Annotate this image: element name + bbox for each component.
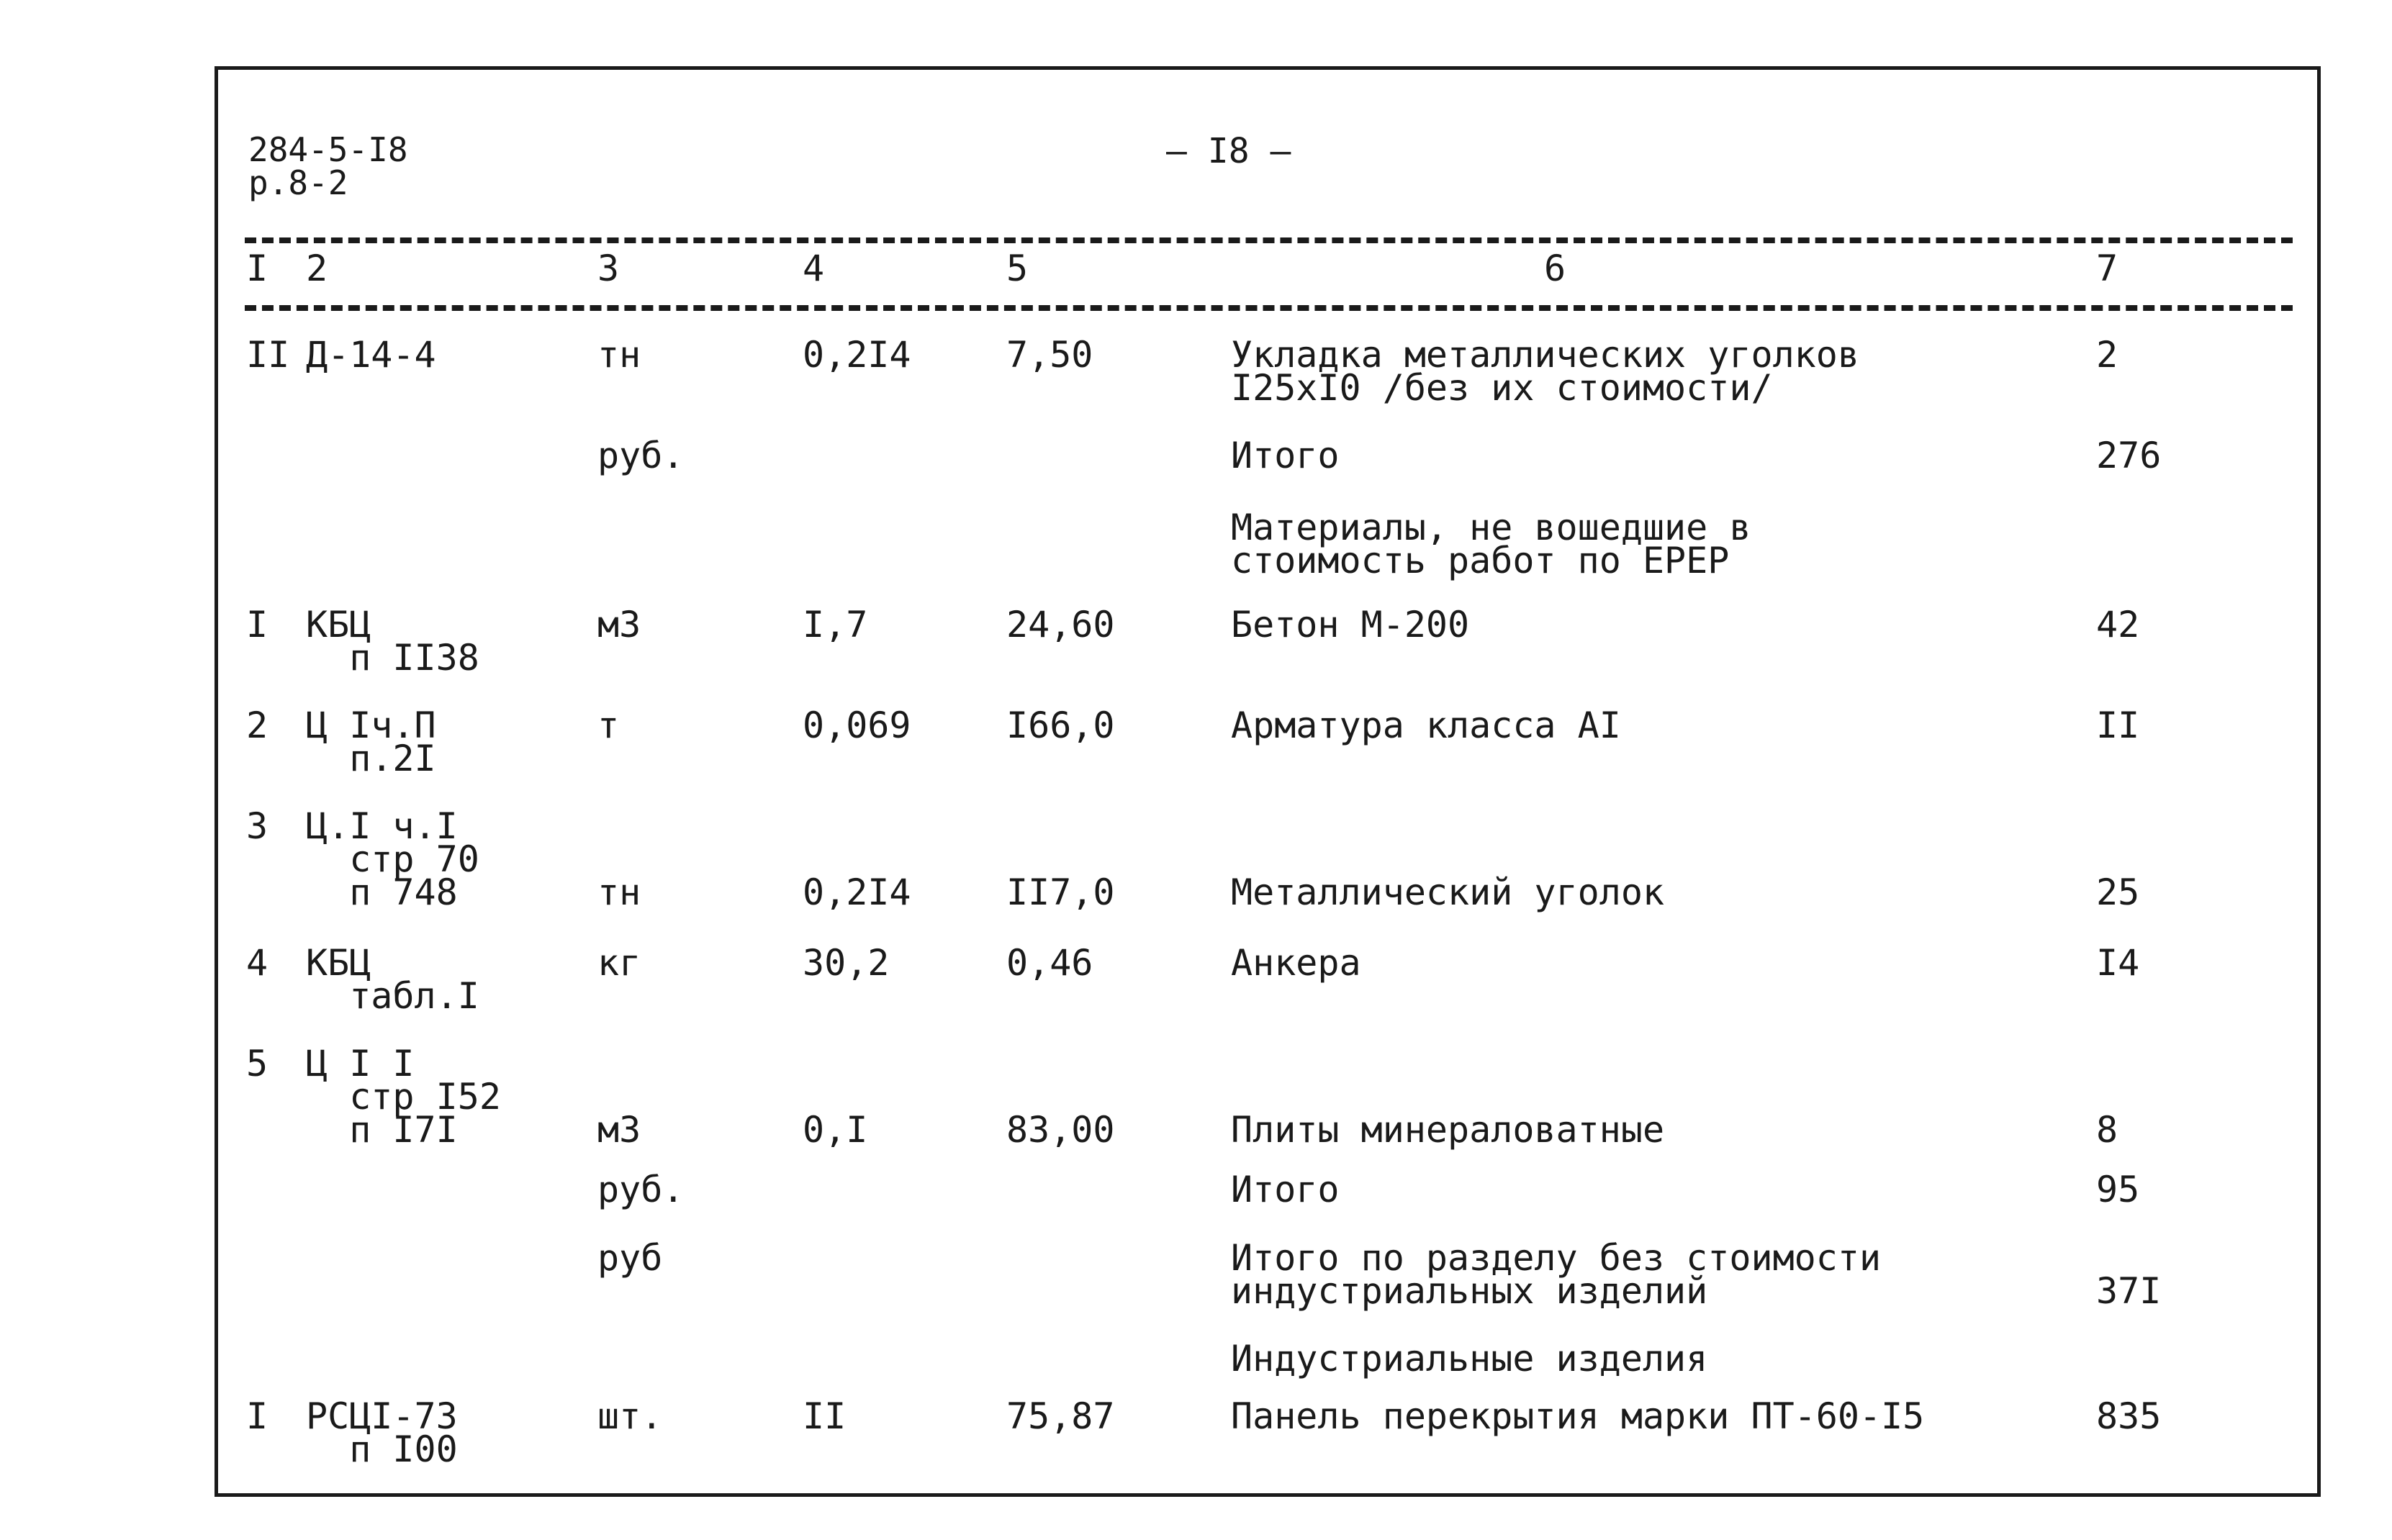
work-description [1231,334,1859,409]
unit-of-measure: кг [597,942,641,984]
reference-code-line: п II38 [306,637,479,679]
document-code-line2: p.8-2 [248,163,348,202]
work-description [1231,604,1470,646]
work-description-line: Арматура класса AI [1231,705,1621,746]
work-description-line: Итого [1231,1169,1340,1210]
unit-of-measure: шт. [597,1395,663,1437]
work-description-line: Плиты минераловатные [1231,1109,1665,1151]
row-number: 2 [246,705,268,746]
unit-price: 83,00 [1006,1109,1115,1151]
work-description [1231,435,1340,476]
reference-code [306,604,479,679]
quantity: II [803,1395,847,1437]
work-description-line: Укладка металлических уголков [1231,334,1859,376]
quantity: 0,2I4 [803,871,911,913]
column-header-7: 7 [2096,248,2118,289]
reference-code-line: п 748 [306,871,458,913]
row-number: 4 [246,942,268,984]
reference-code-line: РСЦI-73 [306,1395,458,1437]
header-top-rule [245,237,2293,243]
column-header-5: 5 [1006,248,1029,289]
work-description-line: Металлический уголок [1231,871,1665,913]
amount: 25 [2096,871,2140,913]
reference-code-line: КБЦ [306,604,371,646]
unit-of-measure: м3 [597,1109,641,1151]
reference-code [306,805,479,913]
reference-code [306,705,436,779]
work-description [1231,871,1665,913]
work-description-line: Итого [1231,435,1340,476]
reference-code-line: КБЦ [306,942,371,984]
work-description [1231,507,1751,581]
row-number: I [246,1395,268,1437]
work-description-line: Итого по разделу без стоимости [1231,1237,1882,1279]
work-description-line: Анкера [1231,942,1361,984]
reference-code-line: Д-14-4 [306,334,436,376]
quantity: 30,2 [803,942,890,984]
reference-code-line: Ц.I ч.I [306,805,458,847]
reference-code [306,942,479,1017]
reference-code-line: п I00 [306,1428,458,1470]
work-description [1231,942,1361,984]
unit-of-measure: м3 [597,604,641,646]
reference-code-line: стр 70 [306,838,479,880]
unit-price: 24,60 [1006,604,1115,646]
row-number: I [246,604,268,646]
row-number: 5 [246,1043,268,1084]
column-header-4: 4 [803,248,825,289]
amount: 2 [2096,334,2118,376]
column-header-3: 3 [597,248,620,289]
work-description [1231,1237,1882,1312]
column-header-2: 2 [306,248,328,289]
unit-price: 7,50 [1006,334,1093,376]
row-number: II [246,334,290,376]
unit-of-measure: руб. [597,1169,685,1210]
unit-of-measure: тн [597,334,641,376]
unit-of-measure: руб. [597,435,685,476]
unit-price: 0,46 [1006,942,1093,984]
reference-code-line: Ц Iч.П [306,705,436,746]
unit-of-measure: руб [597,1237,663,1279]
reference-code [306,334,436,376]
reference-code-line: табл.I [306,975,479,1017]
amount: I4 [2096,942,2140,984]
reference-code-line: п.2I [306,738,436,779]
column-header-1: I [246,248,268,289]
amount: 8 [2096,1109,2118,1151]
amount: 37I [2096,1270,2162,1312]
work-description-line: Панель перекрытия марки ПТ-60-I5 [1231,1395,1925,1437]
reference-code [306,1395,458,1470]
unit-of-measure: т [597,705,620,746]
amount: 95 [2096,1169,2140,1210]
column-header-6: 6 [1544,248,1566,289]
unit-price: II7,0 [1006,871,1115,913]
work-description [1231,705,1621,746]
amount: 835 [2096,1395,2162,1437]
reference-code-line: п I7I [306,1109,458,1151]
row-number: 3 [246,805,268,847]
work-description-line: индустриальных изделий [1231,1270,1708,1312]
amount: 42 [2096,604,2140,646]
unit-price: I66,0 [1006,705,1115,746]
document-code [248,130,408,202]
work-description-line: Бетон М-200 [1231,604,1470,646]
work-description-line: стоимость работ по ЕРЕР [1231,540,1730,581]
quantity: 0,069 [803,705,911,746]
reference-code-line: стр I52 [306,1076,501,1118]
work-description-line: Материалы, не вошедшие в [1231,507,1751,548]
work-description-line: I25xI0 /без их стоимости/ [1231,367,1773,409]
reference-code-line: Ц I I [306,1043,415,1084]
work-description [1231,1395,1925,1437]
reference-code [306,1043,501,1151]
unit-of-measure: тн [597,871,641,913]
amount: 276 [2096,435,2162,476]
work-description [1231,1338,1708,1380]
quantity: 0,2I4 [803,334,911,376]
work-description-line: Индустриальные изделия [1231,1338,1708,1380]
quantity: I,7 [803,604,868,646]
amount: II [2096,705,2140,746]
quantity: 0,I [803,1109,868,1151]
work-description [1231,1169,1340,1210]
header-bottom-rule [245,305,2293,311]
work-description [1231,1109,1665,1151]
document-code-line1: 284-5-I8 [248,130,408,169]
page-number: — I8 — [1166,131,1291,171]
unit-price: 75,87 [1006,1395,1115,1437]
